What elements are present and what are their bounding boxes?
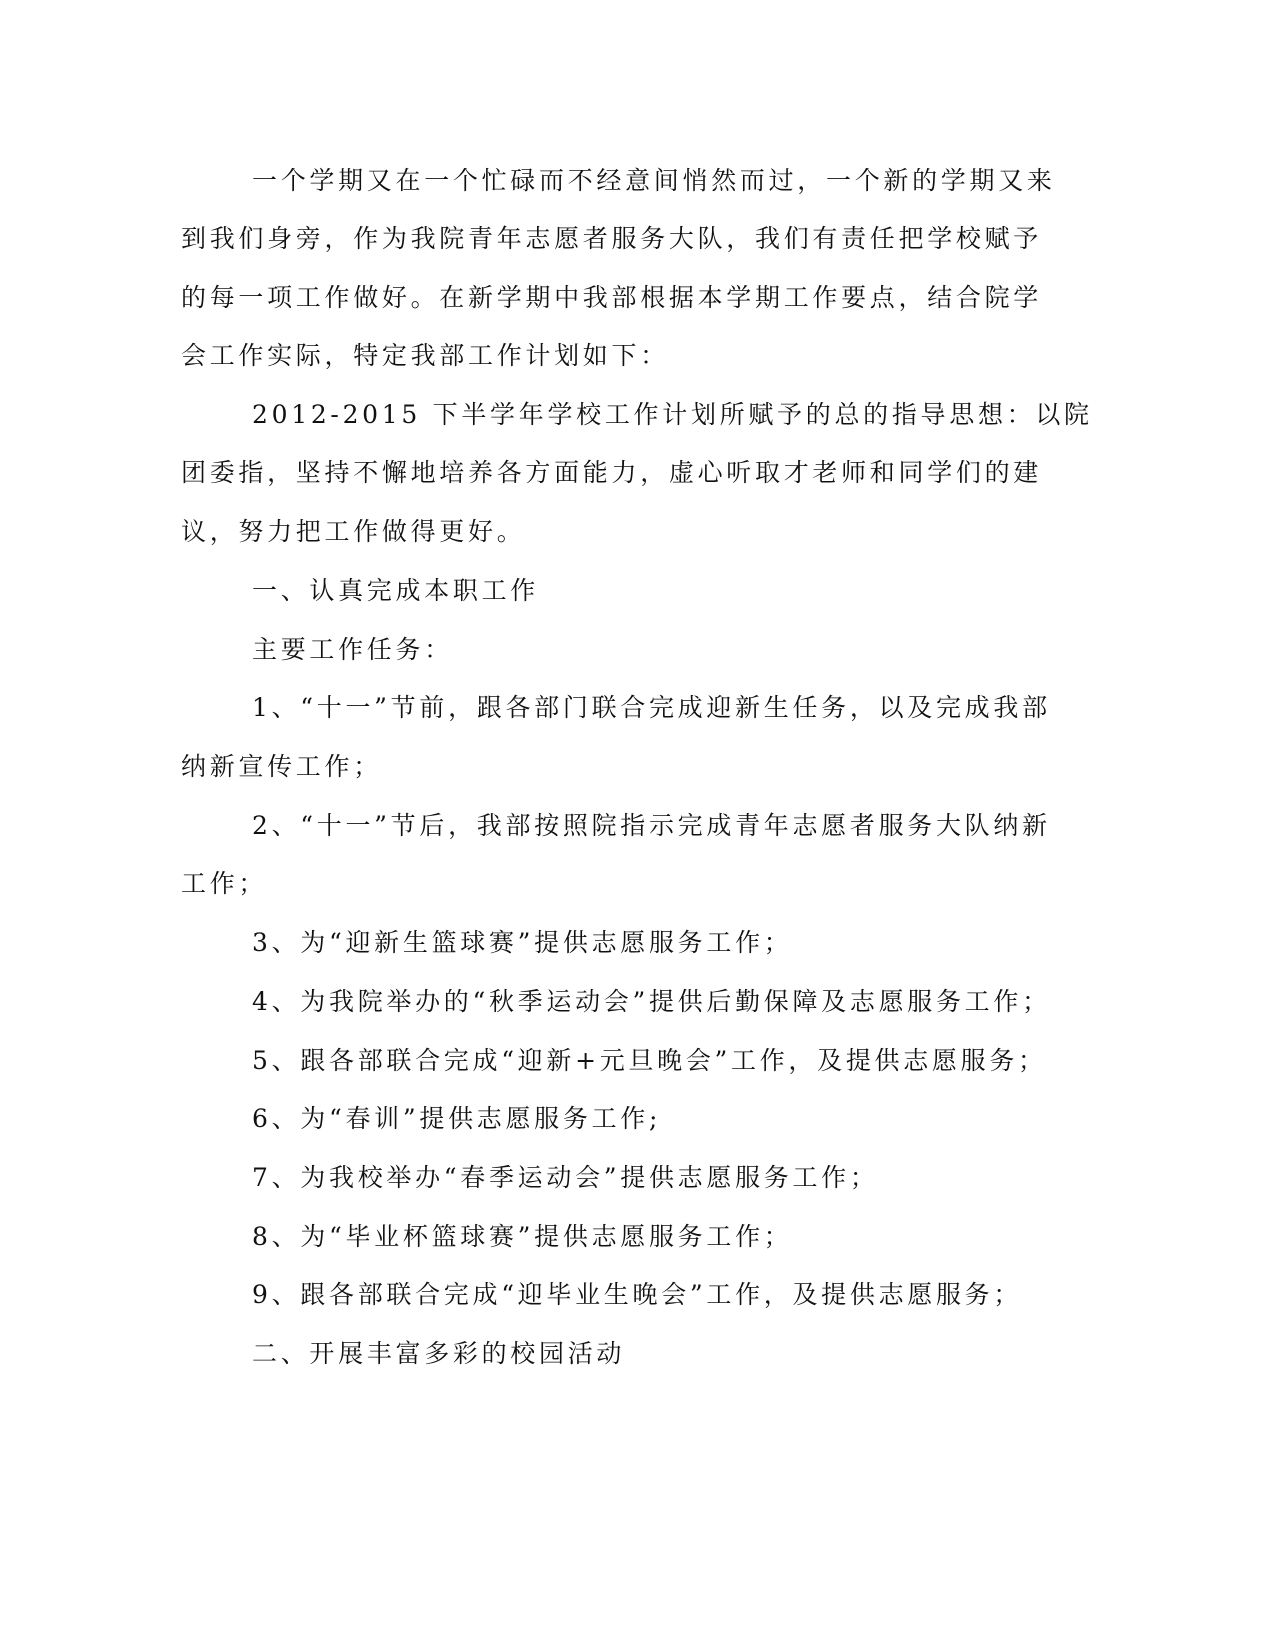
task-item-3: 3、为“迎新生篮球赛”提供志愿服务工作；	[252, 928, 793, 957]
section-heading-2: 二、开展丰富多彩的校园活动	[252, 1339, 626, 1368]
intro-paragraph-line-2: 到我们身旁，作为我院青年志愿者服务大队，我们有责任把学校赋予	[181, 224, 1043, 253]
task-item-7: 7、为我校举办“春季运动会”提供志愿服务工作；	[252, 1163, 879, 1192]
task-item-2-line-2: 工作；	[181, 869, 268, 898]
tasks-subheading: 主要工作任务：	[252, 635, 453, 664]
task-item-8: 8、为“毕业杯篮球赛”提供志愿服务工作；	[252, 1222, 793, 1251]
guiding-paragraph-line-3: 议，努力把工作做得更好。	[181, 517, 526, 546]
section-heading-1: 一、认真完成本职工作	[252, 576, 540, 605]
task-item-9: 9、跟各部联合完成“迎毕业生晚会”工作，及提供志愿服务；	[252, 1280, 1023, 1309]
task-item-2-line-1: 2、“十一”节后，我部按照院指示完成青年志愿者服务大队纳新	[252, 811, 1051, 840]
intro-paragraph-line-4: 会工作实际，特定我部工作计划如下：	[181, 341, 669, 370]
task-item-5: 5、跟各部联合完成“迎新+元旦晚会”工作，及提供志愿服务；	[252, 1046, 1047, 1075]
intro-paragraph-line-1: 一个学期又在一个忙碌而不经意间悄然而过，一个新的学期又来	[252, 166, 1056, 195]
task-item-1-line-1: 1、“十一”节前，跟各部门联合完成迎新生任务，以及完成我部	[252, 693, 1051, 722]
guiding-paragraph-line-2: 团委指，坚持不懈地培养各方面能力，虚心听取才老师和同学们的建	[181, 458, 1043, 487]
task-item-1-line-2: 纳新宣传工作；	[181, 752, 382, 781]
task-item-4: 4、为我院举办的“秋季运动会”提供后勤保障及志愿服务工作；	[252, 987, 1051, 1016]
task-item-6: 6、为“春训”提供志愿服务工作;	[252, 1104, 662, 1133]
intro-paragraph-line-3: 的每一项工作做好。在新学期中我部根据本学期工作要点，结合院学	[181, 283, 1043, 312]
guiding-paragraph-line-1: 2012-2015 下半学年学校工作计划所赋予的总的指导思想：以院	[252, 400, 1093, 429]
